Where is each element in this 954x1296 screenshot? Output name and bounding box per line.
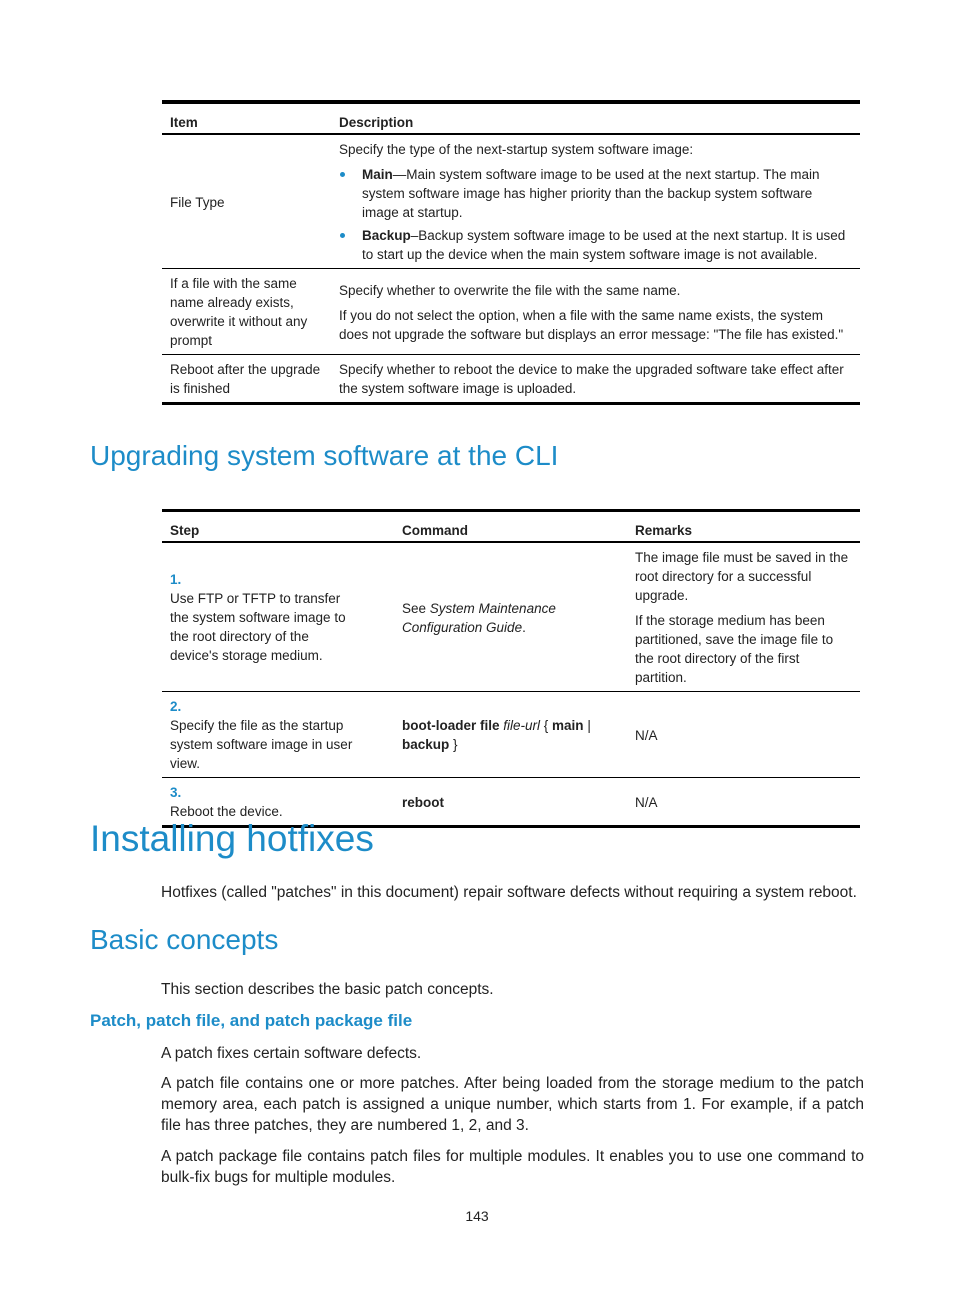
remarks-cell	[627, 542, 860, 692]
remarks-cell: N/A	[627, 692, 860, 778]
command-cell	[394, 778, 627, 827]
bullet-icon	[340, 172, 345, 177]
options-table	[162, 100, 860, 405]
remark-p2: If the storage medium has been partitioned, save the image file to the root directory of the first partition.	[635, 613, 834, 685]
paragraph-patch-1: A patch fixes certain software defects.	[161, 1045, 422, 1062]
row-item-overwrite: If a file with the same name already exists, overwrite it without any prompt	[162, 269, 331, 355]
cmd-keyword: backup	[402, 737, 450, 752]
row-description	[331, 134, 860, 269]
row-item-file-type: File Type	[162, 134, 331, 269]
desc-p1: Specify whether to overwrite the file with the same name.	[339, 282, 681, 298]
list-item	[339, 226, 852, 264]
term-main-text: —Main system software image to be used at the next startup. The main system software image has higher priority than the backup system software image at startup.	[362, 167, 820, 220]
bullet-list	[339, 165, 852, 264]
table-header-row	[162, 102, 860, 134]
desc-intro: Specify the type of the next-startup system software image:	[339, 142, 694, 157]
heading-patch-files: Patch, patch file, and patch package file	[90, 1011, 413, 1030]
heading-basic-concepts: Basic concepts	[90, 924, 279, 955]
table-row	[162, 134, 860, 269]
table-row	[162, 692, 860, 778]
term-backup: Backup	[362, 228, 411, 243]
term-main: Main	[362, 167, 393, 182]
steps-table	[162, 509, 860, 828]
command-cell	[394, 692, 627, 778]
guide-reference: System Maintenance Configuration Guide	[402, 600, 556, 635]
paragraph-patch-2: A patch file contains one or more patches. After being loaded from the storage medium to the patch memory area, each patch is assigned a unique number, which starts from 1. For example, if a patch file has three patches, they are numbered 1, 2, and 3.	[161, 1075, 864, 1134]
command-suffix: .	[522, 619, 526, 635]
row-description	[331, 269, 860, 355]
heading-upgrading-cli: Upgrading system software at the CLI	[90, 440, 559, 471]
command-cell	[394, 542, 627, 692]
list-item	[339, 165, 852, 222]
step-text: Specify the file as the startup system software image in user view.	[170, 718, 353, 771]
step-number: 2.	[170, 699, 182, 714]
table-header-row	[162, 511, 860, 543]
cmd-pipe: |	[583, 718, 591, 733]
paragraph-patch-3: A patch package file contains patch files for multiple modules. It enables you to use one command to bulk-fix bugs for multiple modules.	[161, 1148, 864, 1186]
remark-p1: The image file must be saved in the root directory for a successful upgrade.	[635, 550, 849, 603]
header-step: Step	[162, 511, 394, 543]
term-backup-text: –Backup system software image to be used at the next startup. It is used to start up the device when the main system software image is not available.	[362, 228, 846, 262]
table-row	[162, 355, 860, 404]
step-number: 1.	[170, 572, 182, 587]
step-text: Reboot the device.	[170, 804, 283, 819]
row-item-reboot: Reboot after the upgrade is finished	[170, 362, 321, 396]
page-number: 143	[465, 1208, 489, 1224]
heading-installing-hotfixes: Installing hotfixes	[90, 818, 374, 859]
step-cell	[162, 692, 394, 778]
cmd-keyword: reboot	[402, 794, 444, 810]
row-description: Specify whether to reboot the device to make the upgraded software take effect after the system software image is uploaded.	[339, 362, 844, 396]
header-command: Command	[394, 511, 627, 543]
cmd-keyword: boot-loader file	[402, 718, 500, 733]
desc-p2: If you do not select the option, when a file with the same name exists, the system does not upgrade the software but displays an error message: "The file has existed."	[339, 307, 844, 342]
header-remarks: Remarks	[627, 511, 860, 543]
remarks-cell: N/A	[635, 794, 658, 810]
table-row	[162, 269, 860, 355]
cmd-brace: }	[449, 737, 458, 752]
header-description: Description	[331, 102, 860, 134]
step-number: 3.	[170, 785, 182, 800]
step-cell	[162, 542, 394, 692]
cmd-brace: {	[540, 718, 553, 733]
command-prefix: See	[402, 600, 430, 616]
paragraph-basic: This section describes the basic patch concepts.	[161, 981, 494, 998]
cmd-arg: file-url	[503, 718, 541, 733]
header-item: Item	[162, 102, 331, 134]
step-text: Use FTP or TFTP to transfer the system software image to the root directory of the device's storage medium.	[170, 591, 346, 663]
table-row	[162, 542, 860, 692]
bullet-icon	[340, 233, 345, 238]
paragraph-hotfix: Hotfixes (called "patches" in this document) repair software defects without requiring a system reboot.	[161, 884, 857, 901]
cmd-keyword: main	[552, 718, 584, 733]
